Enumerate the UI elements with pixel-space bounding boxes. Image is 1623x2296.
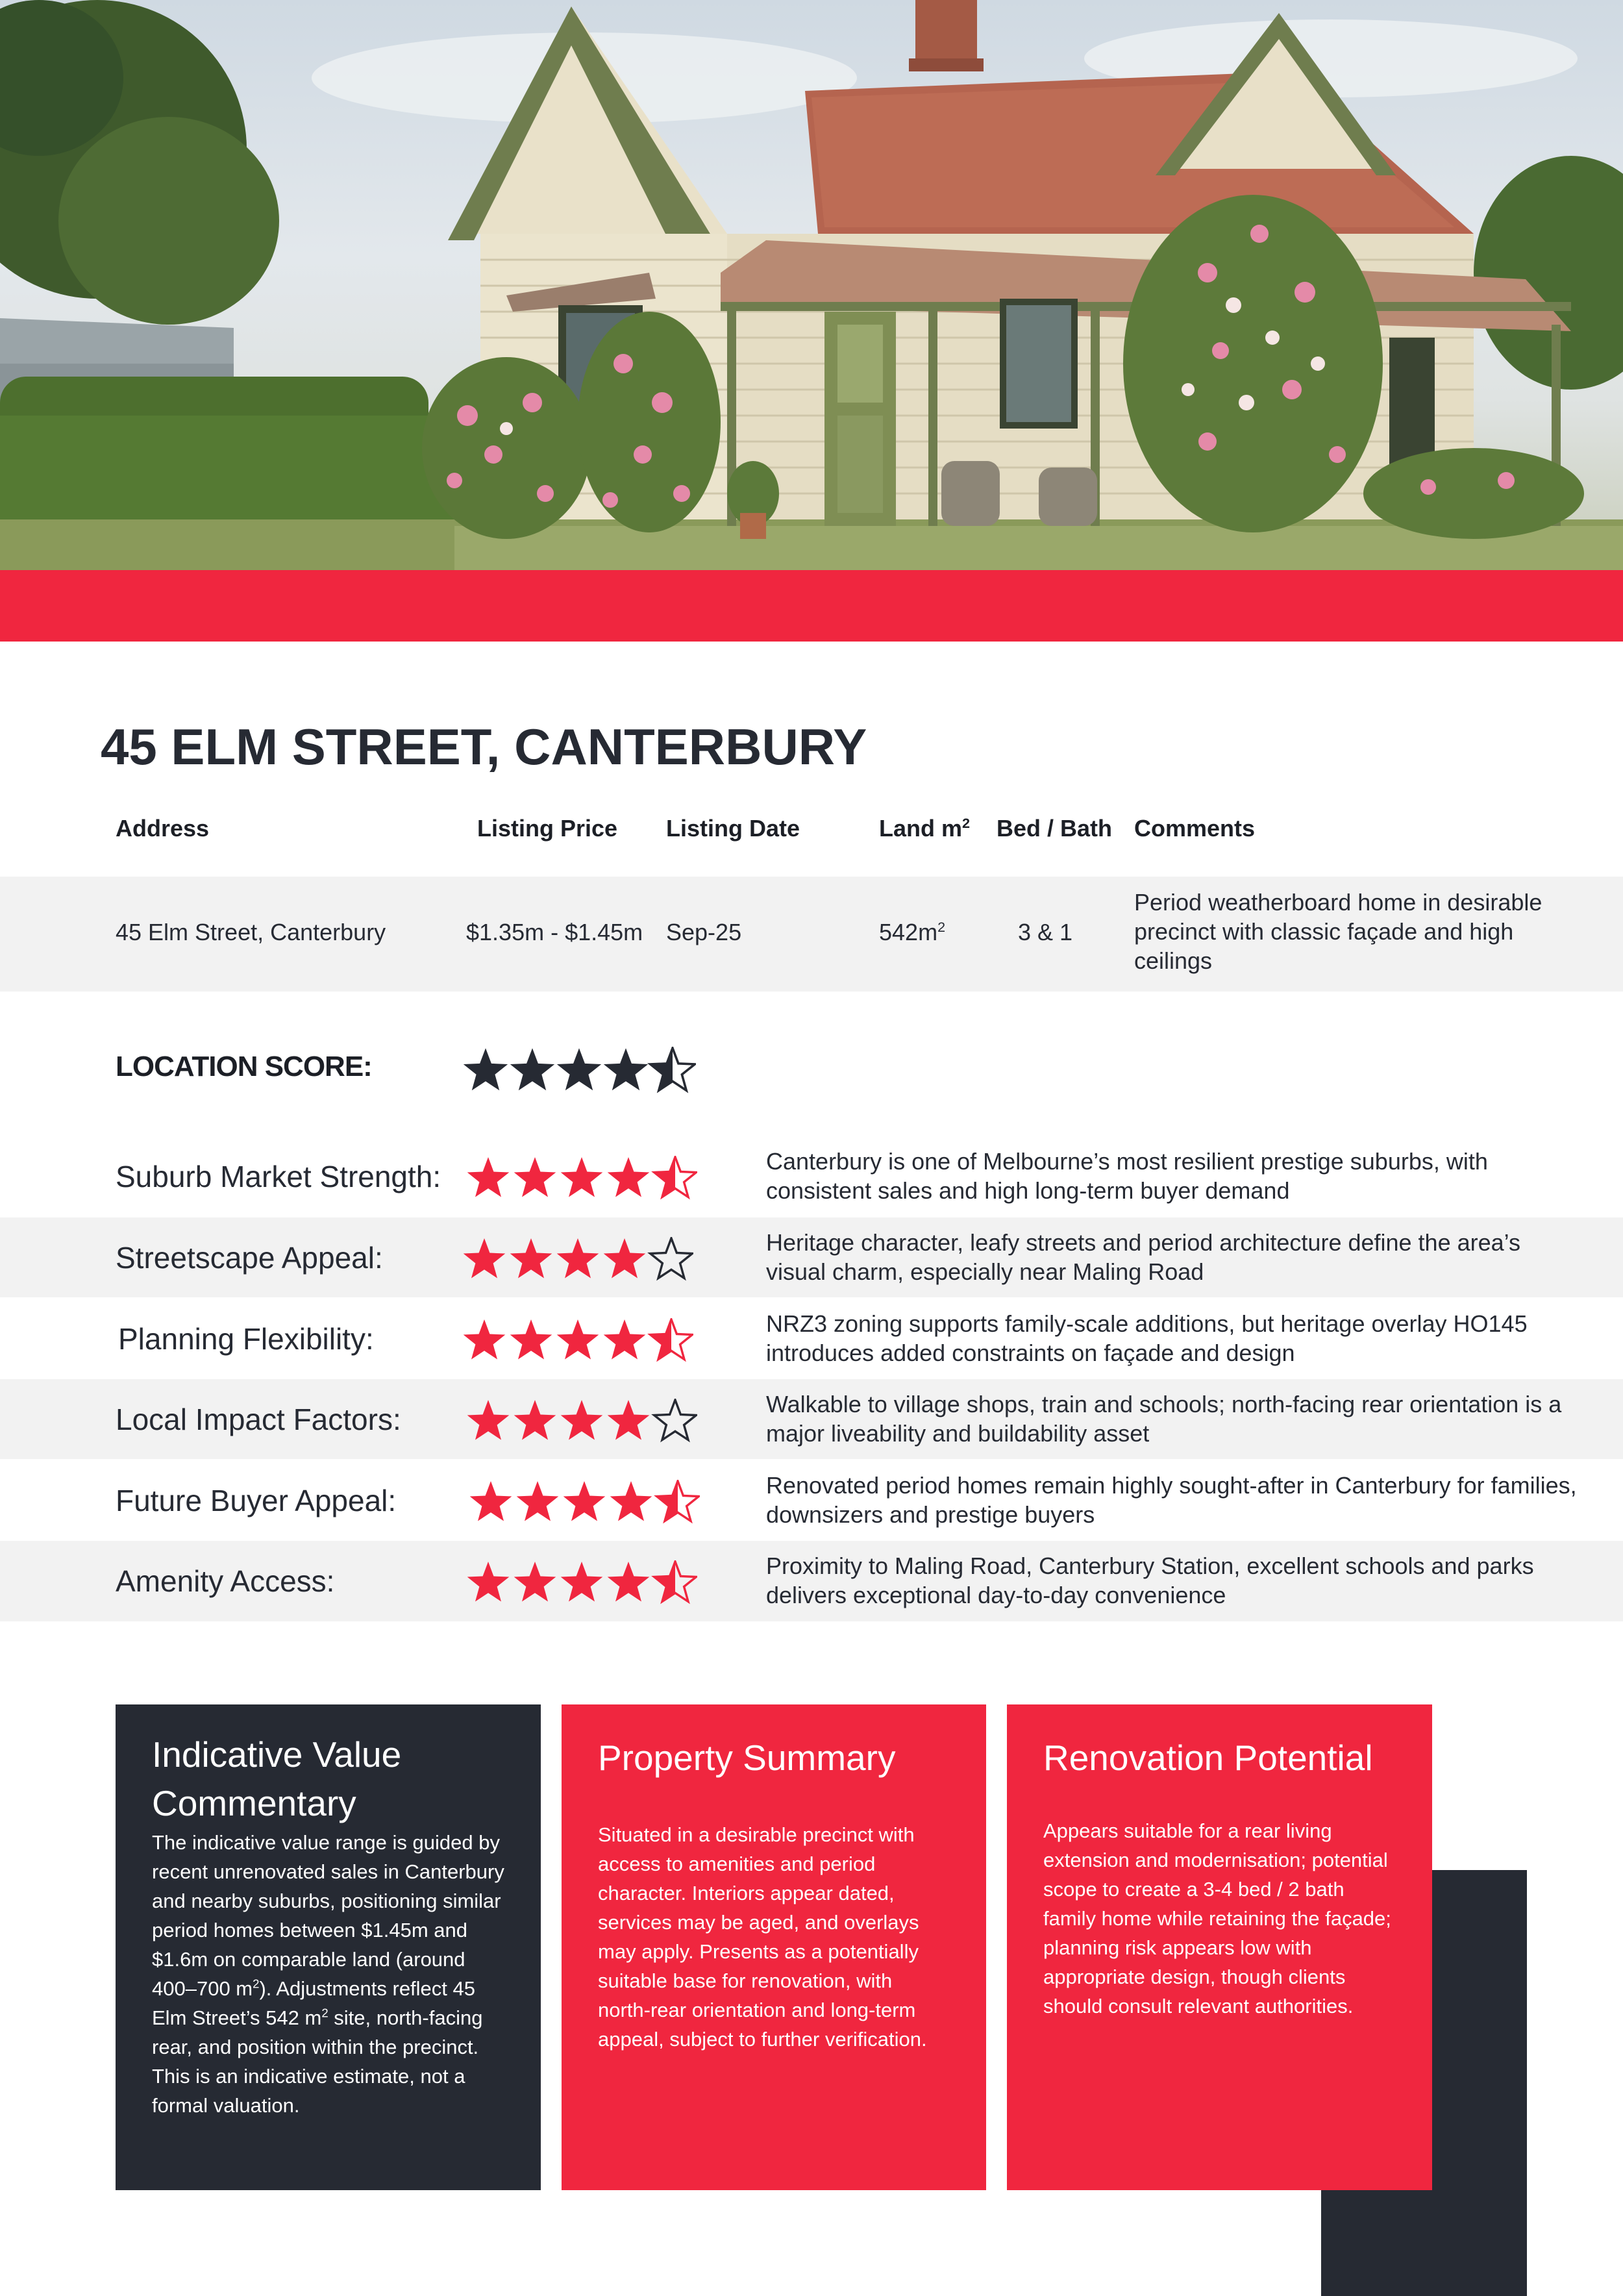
star-full-icon <box>608 1562 650 1602</box>
star-half-icon <box>650 1319 693 1360</box>
star-full-icon <box>467 1400 510 1440</box>
star-full-icon <box>557 1319 599 1360</box>
card-title: Renovation Potential <box>1043 1738 1373 1778</box>
star-full-icon <box>604 1319 646 1360</box>
category-label: Streetscape Appeal: <box>116 1241 383 1275</box>
location-score-rating <box>462 1047 696 1093</box>
cell-comments: Period weatherboard home in desirable precinct with classic façade and high ceilings <box>1134 889 1542 974</box>
category-label: Planning Flexibility: <box>118 1322 374 1356</box>
star-rating-icons <box>469 1480 700 1524</box>
category-label: Amenity Access: <box>116 1564 335 1598</box>
star-rating-icons <box>466 1156 697 1200</box>
star-rating-icons <box>462 1047 696 1093</box>
star-full-icon <box>514 1400 556 1440</box>
star-empty-icon <box>654 1400 697 1440</box>
star-half-icon <box>650 1048 695 1090</box>
page-title: 45 ELM STREET, CANTERBURY <box>101 718 867 775</box>
category-rating <box>466 1399 697 1443</box>
star-full-icon <box>561 1157 603 1197</box>
star-full-icon <box>464 1238 506 1279</box>
category-description: NRZ3 zoning supports family-scale additions, but heritage overlay HO145 introduces added constraints on façade and design <box>766 1310 1528 1366</box>
star-half-icon <box>654 1562 697 1602</box>
star-full-icon <box>514 1157 556 1197</box>
cell-address: 45 Elm Street, Canterbury <box>116 919 386 945</box>
category-rating <box>466 1560 697 1604</box>
star-full-icon <box>510 1319 552 1360</box>
card-property-summary <box>562 1704 986 2190</box>
header-address: Address <box>116 815 210 842</box>
star-full-icon <box>467 1562 510 1602</box>
category-description: Canterbury is one of Melbourne’s most resilient prestige suburbs, with consistent sales and high long-term buyer demand <box>766 1148 1488 1204</box>
house-illustration <box>0 0 1623 570</box>
header-bed-bath: Bed / Bath <box>997 815 1113 842</box>
header-comments: Comments <box>1134 815 1256 842</box>
cell-bed-bath: 3 & 1 <box>1018 919 1073 945</box>
card-renovation-potential <box>1007 1704 1432 2190</box>
star-full-icon <box>517 1481 559 1521</box>
star-rating-icons <box>466 1560 697 1604</box>
star-rating-icons <box>462 1318 693 1362</box>
star-half-icon <box>657 1481 699 1521</box>
cell-listing-price: $1.35m - $1.45m <box>466 919 643 945</box>
star-full-icon <box>564 1481 606 1521</box>
star-full-icon <box>608 1400 650 1440</box>
star-full-icon <box>610 1481 652 1521</box>
star-full-icon <box>561 1400 603 1440</box>
header-listing-date: Listing Date <box>666 815 800 842</box>
card-title: Property Summary <box>598 1738 896 1778</box>
category-label: Suburb Market Strength: <box>116 1160 441 1193</box>
category-description: Renovated period homes remain highly sought-after in Canterbury for families, downsizers and prestige buyers <box>766 1472 1577 1528</box>
header-land: Land $m^2$ <box>879 815 971 842</box>
cell-land: $542m^2$ <box>879 919 946 945</box>
star-empty-icon <box>650 1238 693 1279</box>
star-full-icon <box>510 1048 554 1090</box>
category-description: Heritage character, leafy streets and period architecture define the area’s visual charm, especially near Maling Road <box>766 1229 1521 1285</box>
star-full-icon <box>608 1157 650 1197</box>
star-rating-icons <box>466 1399 697 1443</box>
star-full-icon <box>604 1238 646 1279</box>
star-full-icon <box>557 1048 601 1090</box>
star-full-icon <box>470 1481 512 1521</box>
category-rating <box>462 1318 693 1362</box>
star-full-icon <box>464 1048 508 1090</box>
location-score-label: LOCATION SCORE: <box>116 1051 372 1082</box>
category-description: Walkable to village shops, train and schools; north-facing rear orientation is a major liveability and buildability asset <box>766 1391 1562 1447</box>
star-full-icon <box>561 1562 603 1602</box>
card-indicative-value <box>116 1704 541 2190</box>
card-body: Situated in a desirable precinct with access to amenities and period character. Interiors appear dated, services may be aged, and overlays may apply. Presents as a potentially suitable base for renovation, with north-rear orientation and long-term appeal, subject to further verification. <box>598 1823 927 2051</box>
card-body: Appears suitable for a rear living extension and modernisation; potential scope to create a 3-4 bed / 2 bath family home while retaining the façade; planning risk appears low with appropriate design, though clients should consult relevant authorities. <box>1043 1819 1391 2017</box>
star-half-icon <box>654 1157 697 1197</box>
cell-listing-date: Sep-25 <box>666 919 742 945</box>
category-label: Future Buyer Appeal: <box>116 1484 397 1517</box>
accent-red-band <box>0 570 1623 642</box>
category-rating <box>462 1237 693 1281</box>
star-full-icon <box>514 1562 556 1602</box>
star-full-icon <box>604 1048 648 1090</box>
star-full-icon <box>557 1238 599 1279</box>
card-body: The indicative value range is guided by recent unrenovated sales in Canterbury and nearby suburbs, positioning similar period homes between $1.45m and $1.6m on comparable land (around 400–700 $m^2$). Adjustments reflect 45 Elm Street’s 542 $m^2$ site, north-facing rear, and position within the precinct. This is an indicative estimate, not a formal valuation. <box>152 1831 504 2117</box>
category-description: Proximity to Maling Road, Canterbury Station, excellent schools and parks delivers exceptional day-to-day convenience <box>766 1553 1534 1608</box>
star-full-icon <box>510 1238 552 1279</box>
star-full-icon <box>464 1319 506 1360</box>
category-rating <box>469 1480 700 1524</box>
star-rating-icons <box>462 1237 693 1281</box>
hero-house-photo <box>0 0 1623 570</box>
category-rating <box>466 1156 697 1200</box>
card-title: Indicative Value Commentary <box>152 1734 402 1823</box>
star-full-icon <box>467 1157 510 1197</box>
header-listing-price: Listing Price <box>477 815 618 842</box>
category-label: Local Impact Factors: <box>116 1403 401 1436</box>
